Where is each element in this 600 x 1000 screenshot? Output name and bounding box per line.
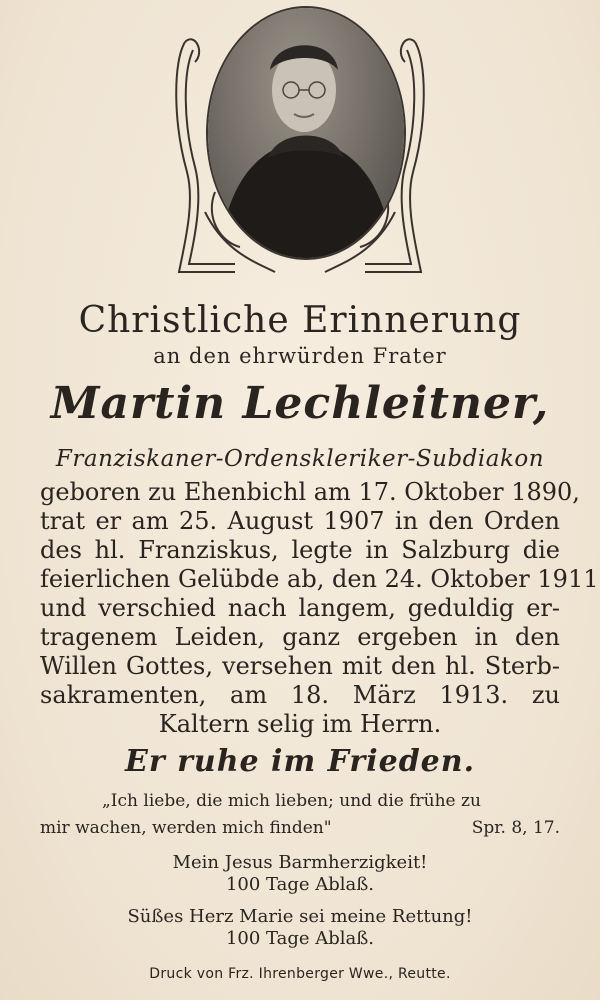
quote-line-2: [40, 815, 560, 842]
biography-line: und verschied nach langem, geduldig er-: [40, 594, 560, 622]
prayer-indulgence: 100 Tage Ablaß.: [225, 874, 375, 895]
card-subtitle: an den ehrwürden Frater: [153, 344, 447, 368]
biography-line: geboren zu Ehenbichl am 17. Oktober 1890,: [40, 478, 580, 506]
quote-reference: Spr. 8, 17.: [471, 818, 560, 838]
prayer-2: [0, 906, 600, 950]
person-role: Franziskaner-Ordenskleriker-Subdiakon: [55, 446, 545, 472]
friar-portrait-icon: [208, 8, 404, 258]
portrait-photo: [208, 8, 404, 258]
biography-line: feierlichen Gelübde ab, den 24. Oktober 1911: [40, 565, 599, 593]
biography-line: Willen Gottes, versehen mit den hl. Sterb-: [40, 652, 560, 680]
biography-text: [40, 478, 599, 739]
biography-line: Kaltern selig im Herrn.: [158, 710, 442, 738]
card-title: Christliche Erinnerung: [78, 300, 522, 341]
printer-credit: Druck von Frz. Ihrenberger Wwe., Reutte.: [149, 966, 451, 982]
biography-line: trat er am 25. August 1907 in den Orden: [40, 507, 560, 535]
rest-in-peace: Er ruhe im Frieden.: [124, 744, 476, 779]
prayer-text: Mein Jesus Barmherzigkeit!: [172, 852, 428, 873]
prayer-indulgence: 100 Tage Ablaß.: [225, 928, 375, 949]
quote-line-1: „Ich liebe, die mich lieben; und die frühe zu: [102, 791, 481, 811]
quote-line-2-text: mir wachen, werden mich finden": [40, 818, 332, 838]
biography-line: des hl. Franziskus, legte in Salzburg die: [40, 536, 560, 564]
biography-line: sakramenten, am 18. März 1913. zu: [40, 681, 560, 709]
biography-line: tragenem Leiden, ganz ergeben in den: [40, 623, 560, 651]
prayer-text: Süßes Herz Marie sei meine Rettung!: [127, 906, 473, 927]
person-name: Martin Lechleitner,: [50, 378, 550, 429]
prayer-1: [0, 852, 600, 896]
bible-quote: [40, 788, 560, 842]
